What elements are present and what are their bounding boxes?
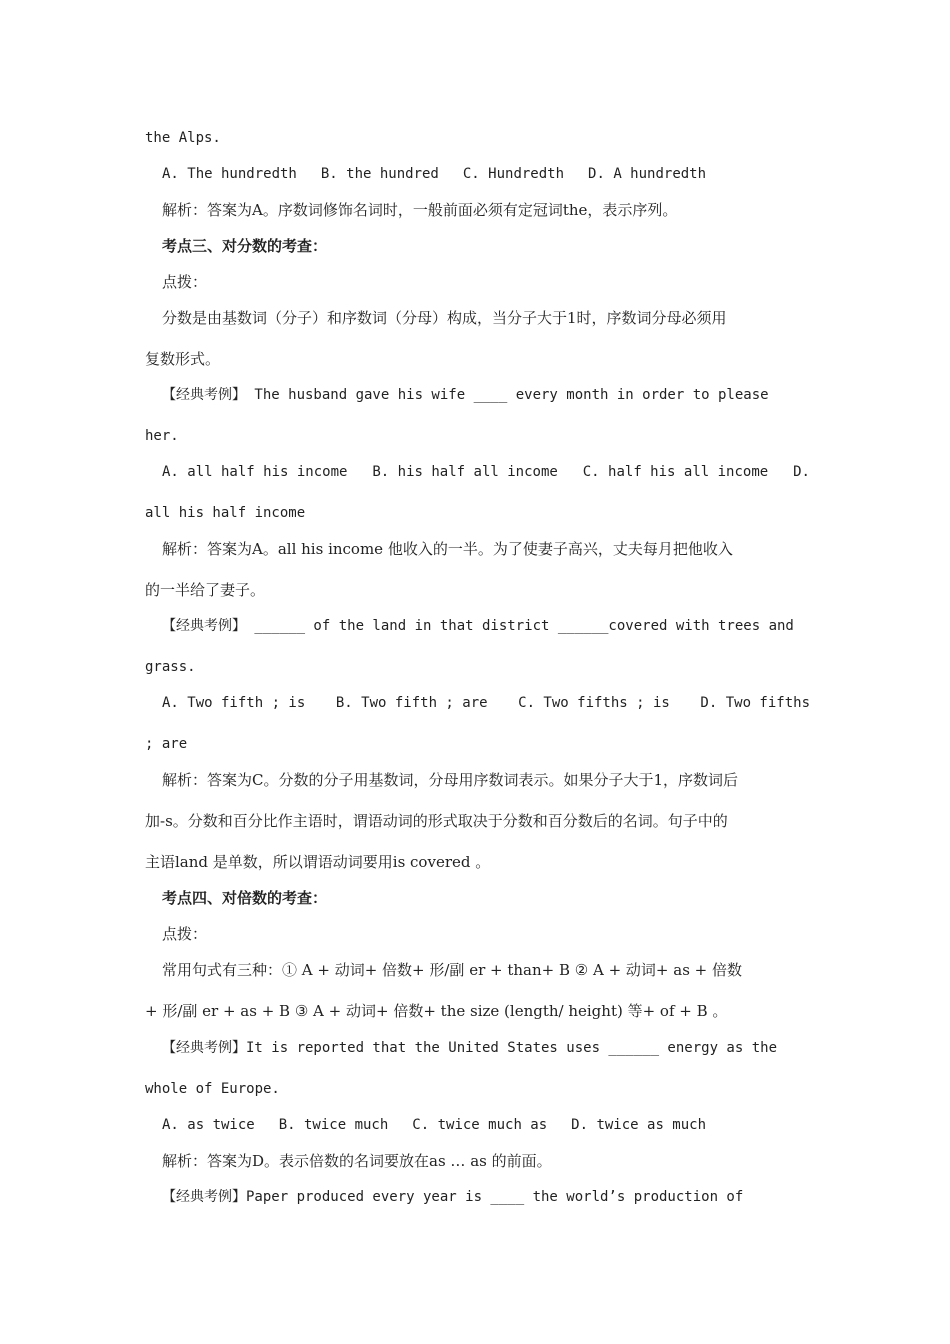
- text-line: 复数形式。: [145, 350, 221, 368]
- text-line: all his half income: [145, 505, 306, 521]
- text-line: 加-s。分数和百分比作主语时，谓语动词的形式取决于分数和百分数后的名词。句子中的: [145, 812, 728, 830]
- example-question: 【经典考例】It is reported that the United States uses ______ energy as the: [162, 1040, 778, 1056]
- option-c: C. Two fifths ; is: [518, 695, 670, 711]
- option-d: D.: [793, 464, 810, 480]
- section-heading: 考点三、对分数的考查：: [162, 237, 328, 255]
- text-line: 的一半给了妻子。: [145, 581, 266, 599]
- option-b: B. twice much: [278, 1117, 389, 1133]
- text-line: her.: [145, 428, 179, 444]
- text-line: ; are: [145, 736, 188, 752]
- option-b: B. the hundred: [320, 166, 439, 182]
- tip-label: 点拨：: [162, 273, 208, 291]
- answer-options: [162, 693, 810, 713]
- text-line: 分数是由基数词（分子）和序数词（分母）构成，当分子大于1时，序数词分母必须用: [162, 309, 727, 327]
- explanation-line: 解析：答案为A。序数词修饰名词时，一般前面必须有定冠词the，表示序列。: [162, 201, 678, 219]
- option-d: D. twice as much: [571, 1117, 707, 1133]
- option-c: C. Hundredth: [462, 166, 565, 182]
- option-d: D. A hundredth: [588, 166, 707, 182]
- text-line: 常用句式有三种：① A + 动词+ 倍数+ 形/副 er + than+ B ② A + 动词+ as + 倍数: [162, 961, 743, 979]
- text-line: grass.: [145, 659, 196, 675]
- option-c: C. twice much as: [412, 1117, 548, 1133]
- example-question: 【经典考例】 ______ of the land in that district ______covered with trees and: [162, 618, 794, 634]
- example-question: 【经典考例】 The husband gave his wife ____ every month in order to please: [162, 387, 769, 403]
- text-line: whole of Europe.: [145, 1081, 280, 1097]
- option-a: A. all half his income: [162, 464, 348, 480]
- explanation-line: 解析：答案为A。all his income 他收入的一半。为了使妻子高兴，丈夫每月把他收入: [162, 540, 733, 558]
- option-b: B. Two fifth ; are: [335, 695, 488, 711]
- option-a: A. The hundredth: [162, 166, 297, 182]
- answer-options: [162, 1115, 810, 1135]
- example-question: 【经典考例】Paper produced every year is ____ the world’s production of: [162, 1189, 744, 1205]
- text-line: the Alps.: [145, 130, 221, 146]
- option-b: B. his half all income: [372, 464, 558, 480]
- tip-label: 点拨：: [162, 925, 208, 943]
- answer-options: [162, 462, 810, 482]
- text-line: 主语land 是单数，所以谓语动词要用is covered 。: [145, 853, 491, 871]
- section-heading: 考点四、对倍数的考查：: [162, 889, 328, 907]
- option-a: A. as twice: [162, 1117, 255, 1133]
- option-a: A. Two fifth ; is: [162, 695, 306, 711]
- option-d: D. Two fifths: [700, 695, 810, 711]
- answer-options: [162, 164, 810, 184]
- explanation-line: 解析：答案为C。分数的分子用基数词，分母用序数词表示。如果分子大于1，序数词后: [162, 771, 739, 789]
- explanation-line: 解析：答案为D。表示倍数的名词要放在as … as 的前面。: [162, 1152, 552, 1170]
- text-line: + 形/副 er + as + B ③ A + 动词+ 倍数+ the size (length/ height) 等+ of + B 。: [145, 1002, 728, 1020]
- option-c: C. half his all income: [582, 464, 769, 480]
